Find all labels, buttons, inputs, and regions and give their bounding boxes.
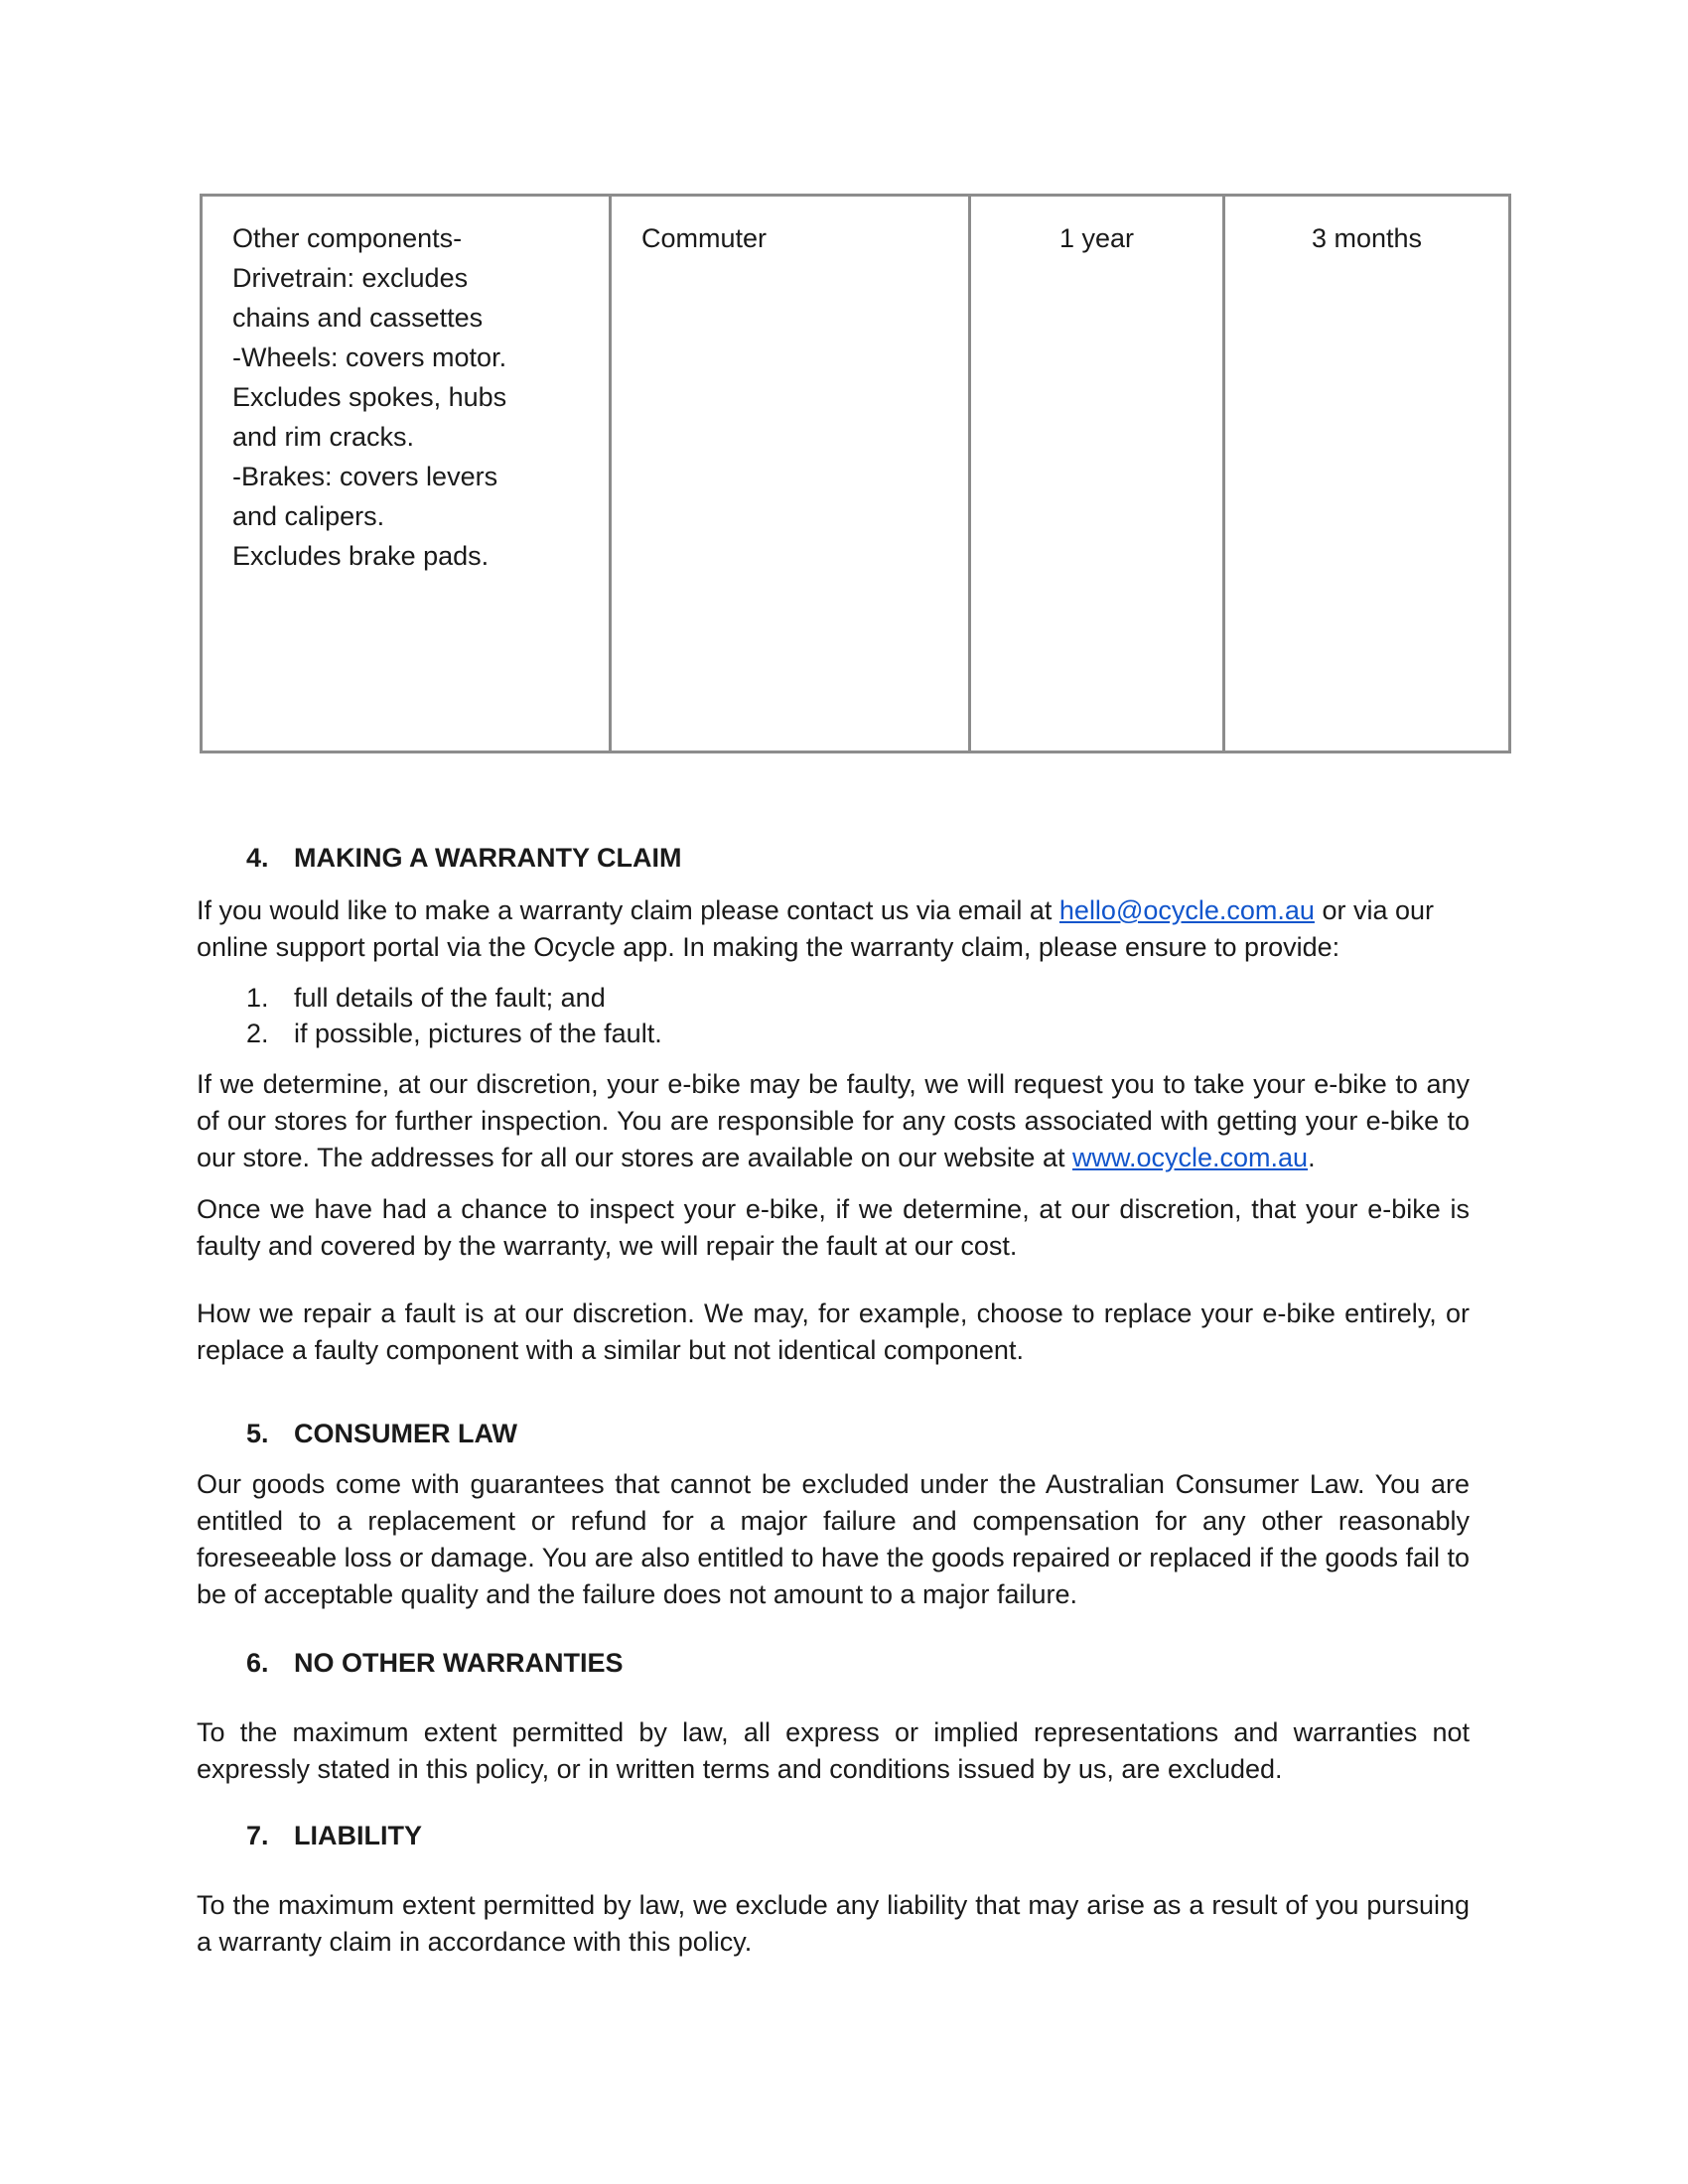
list-item [246, 980, 606, 1016]
section-6-number: 6. [246, 1648, 269, 1678]
table-cell-period-1: 1 year [970, 196, 1224, 752]
table-cell-type: Commuter [611, 196, 970, 752]
section-4-p2-text-after: . [1308, 1143, 1316, 1172]
list-item-number: 1. [246, 983, 269, 1013]
section-4-paragraph-3: Once we have had a chance to inspect your e-bike, if we determine, at our discretion, that your e-bike is faulty and covered by the warranty, we will repair the fault at our cost. [197, 1194, 1470, 1261]
section-4-p1-text-after: or via our online support portal via the Ocycle app. In making the warranty claim, please ensure to provide: [197, 895, 1434, 962]
section-4-paragraph-2 [197, 1066, 1470, 1176]
section-7-number: 7. [246, 1821, 269, 1850]
section-5-number: 5. [246, 1419, 269, 1448]
section-6-title: NO OTHER WARRANTIES [294, 1648, 624, 1678]
section-6-paragraph-1: To the maximum extent permitted by law, all express or implied representations and warranties not expressly stated in this policy, or in written terms and conditions issued by us, are excluded. [197, 1717, 1470, 1784]
list-item-text: full details of the fault; and [294, 983, 606, 1013]
table-cell-component: Other components- Drivetrain: excludes chains and cassettes -Wheels: covers motor. Excludes spokes, hubs and rim cracks. -Brakes: covers levers and calipers. Excludes brake pads. [202, 196, 611, 752]
section-4-paragraph-1 [197, 892, 1470, 966]
list-item-text: if possible, pictures of the fault. [294, 1019, 662, 1048]
section-4-heading [246, 840, 681, 876]
table-cell-period-2: 3 months [1224, 196, 1510, 752]
section-7-title: LIABILITY [294, 1821, 422, 1850]
section-6-heading [246, 1645, 624, 1681]
section-7-paragraph-1: To the maximum extent permitted by law, we exclude any liability that may arise as a result of you pursuing a warranty claim in accordance with this policy. [197, 1890, 1470, 1957]
section-5-paragraph-1: Our goods come with guarantees that cannot be excluded under the Australian Consumer Law. You are entitled to a replacement or refund for a major failure and compensation for any other reasonably foreseeable loss or damage. You are also entitled to have the goods repaired or replaced if the goods fail to be of acceptable quality and the failure does not amount to a major failure. [197, 1469, 1470, 1609]
table-row [202, 196, 1510, 752]
list-item [246, 1016, 662, 1051]
email-link[interactable]: hello@ocycle.com.au [1058, 895, 1315, 925]
section-4-p1-text: If you would like to make a warranty claim please contact us via email at [197, 895, 1059, 925]
section-7-heading [246, 1818, 422, 1853]
section-5-heading [246, 1416, 517, 1451]
list-item-number: 2. [246, 1019, 269, 1048]
section-4-p2-text: If we determine, at our discretion, your e-bike may be faulty, we will request you to take your e-bike to any of our stores for further inspection. You are responsible for any costs associated with getting your e-bike to our store. The addresses for all our stores are available on our website at [197, 1069, 1470, 1172]
section-5-title: CONSUMER LAW [294, 1419, 517, 1448]
section-4-number: 4. [246, 843, 269, 873]
section-4-title: MAKING A WARRANTY CLAIM [294, 843, 682, 873]
section-4-paragraph-4: How we repair a fault is at our discretion. We may, for example, choose to replace your e-bike entirely, or replace a faulty component with a similar but not identical component. [197, 1298, 1470, 1365]
warranty-table [200, 194, 1511, 753]
website-link[interactable]: www.ocycle.com.au [1071, 1143, 1309, 1172]
